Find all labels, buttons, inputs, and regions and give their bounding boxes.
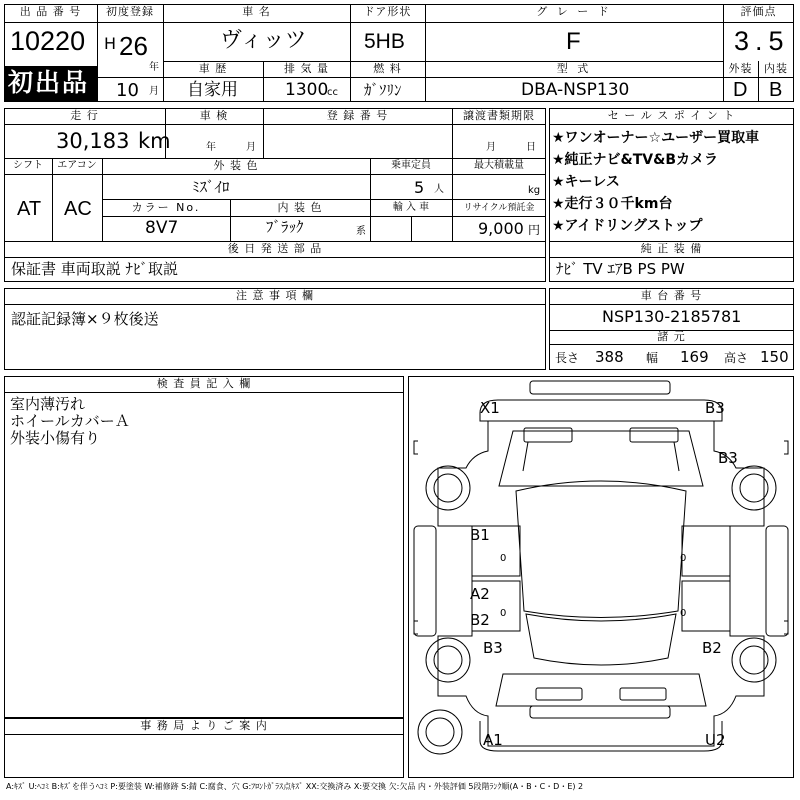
lot-no-label: 出 品 番 号 [19, 5, 82, 18]
height-value: 150 [760, 348, 789, 366]
fuel-value: ｶﾞｿﾘﾝ [364, 81, 402, 99]
inspector-line: ホイールカバーＡ [10, 412, 130, 430]
mileage-label: 走 行 [70, 109, 99, 122]
model-code-value: DBA-NSP130 [521, 80, 630, 100]
displacement-label: 排 気 量 [284, 62, 329, 75]
sales-point-item: ★走行３０千km台 [552, 196, 673, 212]
mileage-value: 30,183 [56, 129, 130, 153]
later-items-label: 後 日 発 送 部 品 [227, 242, 323, 255]
history-value: 自家用 [187, 80, 238, 100]
max-load-label: 最大積載量 [474, 160, 524, 171]
inspection-month-unit: 月 [246, 142, 256, 153]
inspector-line: 外装小傷有り [10, 429, 101, 447]
door-type: 5HB [364, 30, 405, 53]
transfer-month-unit: 月 [486, 142, 496, 153]
import-label: 輸 入 車 [392, 202, 430, 213]
fuel-label: 燃 料 [373, 62, 402, 75]
damage-mark-x1: X1 [480, 399, 500, 417]
interior-grade-label: 内装 [764, 62, 788, 75]
era-letter: H [104, 34, 117, 53]
capacity-unit: 人 [434, 184, 444, 195]
sales-point-item: ★アイドリングストップ [552, 218, 703, 234]
month-unit: 月 [149, 86, 159, 97]
chassis-value: NSP130-2185781 [602, 307, 742, 326]
ac-value: AC [64, 198, 92, 220]
damage-mark-b3-right-fender: B3 [718, 449, 738, 467]
car-diagram [408, 376, 794, 778]
notes-label: 注 意 事 項 欄 [236, 289, 314, 302]
inspector-label: 検 査 員 記 入 欄 [156, 377, 252, 390]
reg-year: 26 [119, 31, 148, 61]
exterior-grade: D [733, 79, 748, 101]
grade-label: グ レ ー ド [536, 5, 612, 18]
legend-text: A:ｷｽﾞ U:ﾍｺﾐ B:ｷｽﾞを伴うﾍｺﾐ P:要塗装 W:補修跡 S:錆 C:腐食、穴 G:ﾌﾛﾝﾄｶﾞﾗｽ点ｷｽﾞ XX:交換済み X:要交換 欠:欠品 内・外装評価 5段階ﾗﾝｸ順(A・B・C・D・E) 2 [6, 782, 584, 791]
width-value: 169 [680, 348, 709, 366]
sales-points-label: セ ー ル ス ポ イ ン ト [607, 109, 736, 122]
capacity-value: 5 [414, 178, 425, 197]
history-label: 車 歴 [198, 62, 228, 75]
reg-month: 10 [116, 80, 139, 101]
inspection-year-unit: 年 [206, 142, 216, 153]
chassis-label: 車 台 番 号 [640, 289, 703, 302]
lot-number: 10220 [10, 26, 86, 56]
grade-value: F [566, 28, 581, 55]
recycle-unit: 円 [528, 223, 541, 237]
damage-mark-a2: A2 [470, 585, 490, 603]
damage-mark-b1: B1 [470, 526, 490, 544]
height-label: 高さ [724, 351, 749, 365]
damage-mark-a1: A1 [483, 731, 503, 749]
ext-color-label: 外 装 色 [213, 159, 259, 172]
exterior-grade-label: 外装 [728, 62, 753, 75]
int-color-unit: 系 [356, 226, 366, 237]
reg-number-label: 登 録 番 号 [326, 109, 389, 122]
damage-mark-u2: U2 [705, 731, 726, 749]
office-label: 事 務 局 よ り ご 案 内 [140, 719, 268, 732]
inspection-label: 車 検 [199, 109, 229, 122]
damage-mark-b3-left-rear: B3 [483, 639, 503, 657]
panel-zero-mark: 0 [500, 608, 507, 619]
equipment-label: 純 正 装 備 [640, 242, 703, 255]
recycle-label: リサイクル預託金 [463, 203, 535, 213]
shift-value: AT [17, 198, 42, 220]
int-color-value: ﾌﾞﾗｯｸ [266, 218, 304, 236]
int-color-label: 内 装 色 [277, 201, 323, 214]
length-label: 長さ [555, 351, 580, 365]
length-value: 388 [595, 348, 624, 366]
transfer-day-unit: 日 [526, 142, 536, 153]
score-value: 3.5 [734, 26, 790, 56]
score-label: 評価点 [740, 5, 777, 18]
max-load-unit: kg [528, 185, 541, 196]
capacity-label: 乗車定員 [391, 160, 431, 171]
dims-label: 諸 元 [657, 330, 686, 343]
sales-point-item: ★純正ナビ&TV&Bカメラ [552, 152, 719, 168]
panel-zero-mark: 0 [680, 553, 687, 564]
later-items-value: 保証書 車両取説 ﾅﾋﾞ取説 [11, 260, 179, 278]
displacement-value: 1300 [285, 80, 329, 100]
recycle-fee-value: 9,000 [478, 219, 524, 238]
door-type-label: ドア形状 [363, 5, 412, 18]
panel-zero-mark: 0 [680, 608, 687, 619]
first-listing-text: 初出品 [8, 68, 90, 97]
panel-zero-mark: 0 [500, 553, 507, 564]
car-name: ヴィッツ [220, 28, 307, 53]
car-name-label: 車 名 [242, 5, 271, 18]
notes-value: 認証記録簿×９枚後送 [11, 310, 159, 328]
ext-color-value: ﾐｽﾞｲﾛ [192, 178, 230, 196]
transfer-date-label: 譲渡書類期限 [463, 109, 535, 122]
sales-point-item: ★キーレス [552, 174, 620, 190]
color-no-label: カラー No. [131, 201, 201, 214]
damage-mark-b2-left: B2 [470, 611, 490, 629]
damage-mark-b3-front-right: B3 [705, 399, 725, 417]
displacement-unit: cc [327, 87, 338, 98]
model-code-label: 型 式 [556, 62, 592, 75]
shift-label: シフト [13, 160, 43, 171]
year-unit: 年 [149, 62, 159, 73]
equipment-value: ﾅﾋﾞ TV ｴｱB PS PW [556, 260, 685, 278]
width-label: 幅 [646, 351, 659, 365]
inspector-line: 室内薄汚れ [10, 395, 86, 413]
first-reg-label: 初度登録 [106, 5, 154, 18]
interior-grade: B [769, 79, 783, 101]
ac-label: エアコン [57, 160, 97, 171]
damage-mark-b2-right: B2 [702, 639, 722, 657]
mileage-unit: km [138, 129, 171, 153]
sales-point-item: ★ワンオーナー☆ユーザー買取車 [552, 130, 760, 146]
color-no-value: 8V7 [145, 218, 179, 238]
